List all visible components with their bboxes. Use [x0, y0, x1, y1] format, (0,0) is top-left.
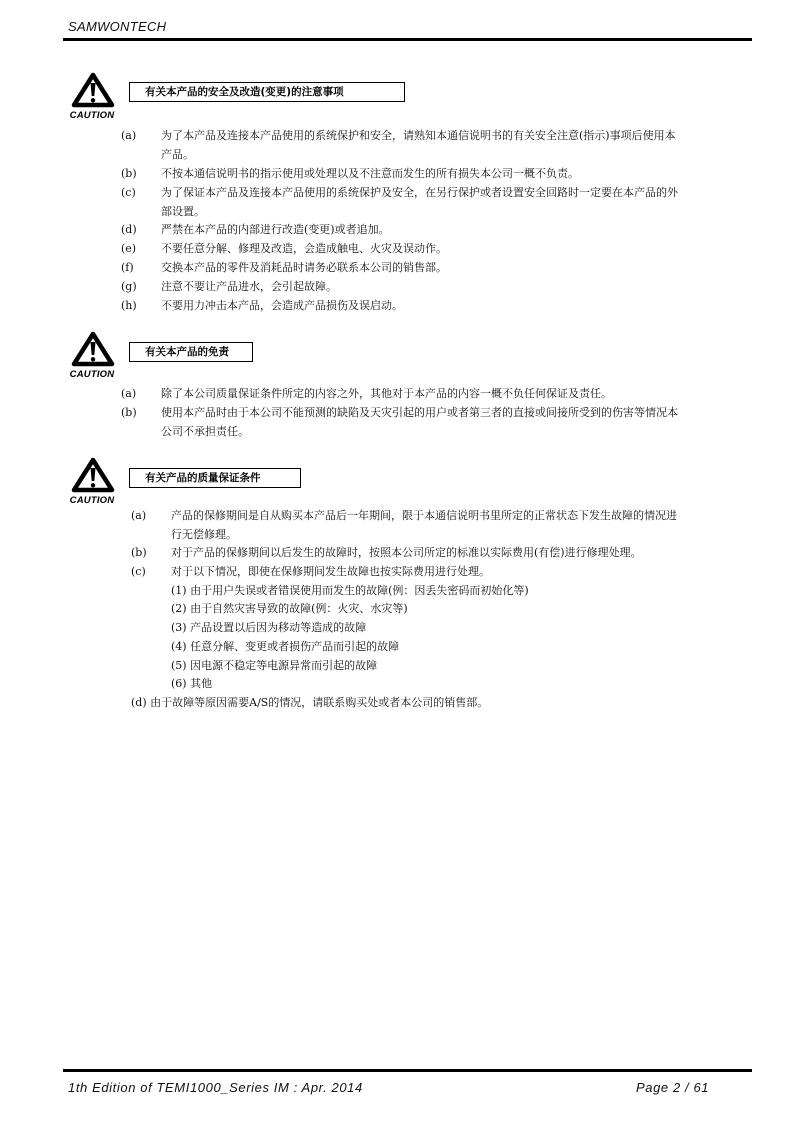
- list-item-text: 对于产品的保修期间以后发生的故障时，按照本公司所定的标准以实际费用(有偿)进行修理处理。: [171, 546, 642, 559]
- sub-list-item: (2) 由于自然灾害导致的故障(例：火灾、水灾等): [171, 602, 408, 615]
- sub-list-item: (5) 因电源不稳定等电源异常而引起的故障: [171, 659, 378, 672]
- list-marker: (c): [131, 565, 146, 578]
- sub-list-item: (1) 由于用户失误或者错误使用而发生的故障(例：因丢失密码而初始化等): [171, 584, 529, 597]
- sub-list-item: (4) 任意分解、变更或者损伤产品而引起的故障: [171, 640, 400, 653]
- caution-icon: [66, 72, 118, 120]
- header-brand: SAMWONTECH: [68, 19, 167, 34]
- list-item-text: 产品的保修期间是自从购买本产品后一年期间，限于本通信说明书里所定的正常状态下发生故障的情况进: [171, 509, 677, 522]
- footer-page-number: Page 2 / 61: [636, 1080, 710, 1095]
- list-item-text: 严禁在本产品的内部进行改造(变更)或者追加。: [161, 223, 390, 236]
- caution-icon: [66, 331, 118, 379]
- list-item-text: 交换本产品的零件及消耗品时请务必联系本公司的销售部。: [161, 261, 447, 274]
- warning-triangle-icon: [71, 331, 115, 367]
- warning-triangle-icon: [71, 457, 115, 493]
- list-marker: (a): [121, 129, 137, 142]
- footer-rule: [63, 1069, 752, 1072]
- caution-label: CAUTION: [69, 110, 115, 121]
- list-marker: (b): [121, 167, 137, 180]
- list-item-text: 使用本产品时由于本公司不能预测的缺陷及天灾引起的用户或者第三者的直接或间接所受到的伤害等情况本: [161, 406, 678, 419]
- header-rule: [63, 38, 752, 41]
- list-item-text: 除了本公司质量保证条件所定的内容之外，其他对于本产品的内容一概不负任何保证及责任。: [161, 387, 612, 400]
- list-item-text: 不要用力冲击本产品，会造成产品损伤及误启动。: [161, 299, 403, 312]
- list-marker: (d): [121, 223, 137, 236]
- list-item-text: 对于以下情况，即使在保修期间发生故障也按实际费用进行处理。: [171, 565, 490, 578]
- list-marker: (b): [131, 546, 147, 559]
- list-marker: (a): [121, 387, 137, 400]
- list-marker: (a): [131, 509, 147, 522]
- list-marker: (e): [121, 242, 137, 255]
- list-item-text: 为了本产品及连接本产品使用的系统保护和安全，请熟知本通信说明书的有关安全注意(指示)事项后使用本: [161, 129, 676, 142]
- section-title-safety: 有关本产品的安全及改造(变更)的注意事项: [129, 82, 405, 102]
- warning-triangle-icon: [71, 72, 115, 108]
- list-marker: (c): [121, 186, 136, 199]
- list-item-text: (d) 由于故障等原因需要A/S的情况，请联系购买处或者本公司的销售部。: [131, 696, 489, 709]
- section-title-disclaimer: 有关本产品的免责: [129, 342, 253, 362]
- list-marker: (b): [121, 406, 137, 419]
- list-item-text: 为了保证本产品及连接本产品使用的系统保护及安全，在另行保护或者设置安全回路时一定要在本产品的外: [161, 186, 678, 199]
- caution-label: CAUTION: [69, 369, 115, 380]
- sub-list-item: (3) 产品设置以后因为移动等造成的故障: [171, 621, 367, 634]
- footer-edition: 1th Edition of TEMI1000_Series IM : Apr. 2014: [68, 1080, 363, 1095]
- caution-label: CAUTION: [69, 495, 115, 506]
- list-item-text: 产品。: [161, 148, 194, 161]
- list-marker: (h): [121, 299, 137, 312]
- list-item-text: 部设置。: [161, 205, 205, 218]
- sub-list-item: (6) 其他: [171, 677, 213, 690]
- list-item-text: 行无偿修理。: [171, 528, 237, 541]
- caution-icon: [66, 457, 118, 505]
- list-marker: (g): [121, 280, 137, 293]
- list-item-text: 不要任意分解、修理及改造，会造成触电、火灾及误动作。: [161, 242, 447, 255]
- list-item-text: 不按本通信说明书的指示使用或处理以及不注意而发生的所有损失本公司一概不负责。: [161, 167, 579, 180]
- list-marker: (f): [121, 261, 134, 274]
- section-title-warranty: 有关产品的质量保证条件: [129, 468, 301, 488]
- list-item-text: 注意不要让产品进水，会引起故障。: [161, 280, 337, 293]
- list-item-text: 公司不承担责任。: [161, 425, 249, 438]
